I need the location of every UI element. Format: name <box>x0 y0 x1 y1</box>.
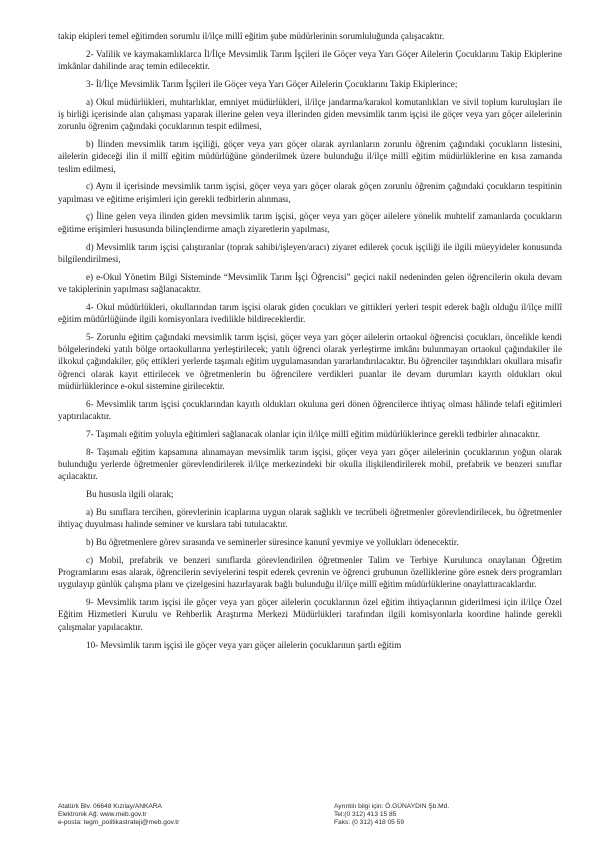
paragraph-item-3e: e) e-Okul Yönetim Bilgi Sisteminde “Mevsimlik Tarım İşçi Öğrencisi” geçici nakil nedeninden gelen öğrencilerin okula devam ve takiplerinin yapılması sağlanacaktır. <box>58 271 562 294</box>
paragraph-item-8: 8- Taşımalı eğitim kapsamına alınamayan mevsimlik tarım işçisi, göçer veya yarı göçer ailelerinin çocuklarının yoğun olarak bulunduğu yerlerde öğretmenler görevlendirilerek il/ilçe merkezindeki bir okulla ilişkilendirilerek mobil, prefabrik ve benzeri sınıflar açılacaktır. <box>58 446 562 482</box>
footer-tel: Tel:(0 312) 413 15 85 <box>334 811 397 819</box>
paragraph-item-8b: b) Bu öğretmenlere görev sırasında ve seminerler süresince kanunî yevmiye ve yollukları ödenecektir. <box>86 536 459 547</box>
document-body <box>58 30 562 651</box>
paragraph-item-10: 10- Mevsimlik tarım işçisi ile göçer veya yarı göçer ailelerin çocuklarının şartlı eğitim <box>86 639 402 650</box>
footer-fax: Faks: (0 312) 418 05 59 <box>334 819 405 827</box>
footer-web: Elektronik Ağ: www.meb.gov.tr <box>58 811 147 819</box>
footer-address: Atatürk Blv. 06648 Kızılay/ANKARA <box>58 803 162 810</box>
paragraph-item-2: 2- Valilik ve kaymakamlıklarca İl/İlçe Mevsimlik Tarım İşçileri ile Göçer veya Yarı Göçer Ailelerin Çocuklarını Takip Ekiplerine imkânlar dahilinde araç temin edilecektir. <box>58 48 562 72</box>
paragraph-item-7: 7- Taşımalı eğitim yoluyla eğitimleri sağlanacak olanlar için il/ilçe millî eğitim müdürlüklerince gerekli tedbirler alınacaktır. <box>86 428 541 439</box>
paragraph-item-3c: c) Aynı il içerisinde mevsimlik tarım işçisi, göçer veya yarı göçer olarak göçen zorunlu öğrenim çağındaki çocukların tespitinin yapılması ve eğitime erişimleri için gerekli tedbirlerin alınması, <box>58 181 562 204</box>
paragraph-item-3cc: ç) İline gelen veya ilinden giden mevsimlik tarım işçisi, göçer veya yarı göçer ailelere yönelik muhtelif zamanlarda çocukların eğitime erişimleri hususunda bilinçlendirme amaçlı ziyaretlerin yapılması, <box>58 211 562 234</box>
paragraph-item-5: 5- Zorunlu eğitim çağındaki mevsimlik tarım işçisi, göçer veya yarı göçer ailelerin ortaokul öğrencisi çocukları, öncelikle kendi bölgelerindeki yatılı bölge ortaokullarına yerleştirilecek; yatılı öğrenci olarak yerleştirme imkânı bulunmayan ortaokul çağındakiler ile ilkokul çağındakiler, göç ettikleri yerlerde taşımalı eğitim uygulamasından yararlandırılacaktır. Bu öğrenciler taşındıkları okullara misafir öğrenci olarak kayıt ettirilecek ve öğretmenlerin bu öğrencilere verdikleri puanlar ile devam durumları kayıtlı oldukları okul müdürlüklerince e-okul sistemine girilecektir. <box>58 331 562 392</box>
paragraph-item-3a: a) Okul müdürlükleri, muhtarlıklar, emniyet müdürlükleri, il/ilçe jandarma/karakol komutanlıkları ve sivil toplum kuruluşları ile iş birliği içerisinde alan çalışması yaparak illerine gelen veya illerinden giden mevsimlik tarım işçisi ile göçer veya yarı göçer ailelerinin zorunlu öğrenim çağındaki çocuklarının tespit edilmesi, <box>58 96 562 132</box>
paragraph-item-9: 9- Mevsimlik tarım işçisi ile göçer veya yarı göçer ailelerin çocuklarının özel eğitim ihtiyaçlarının giderilmesi için il/ilçe Özel Eğitim Hizmetleri Kurulu ve Rehberlik Araştırma Merkezi Müdürlükleri tarafından ilgili komisyonlarla koordine halinde gerekli çalışmalar yapılacaktır. <box>58 597 562 632</box>
page-footer <box>58 803 562 828</box>
paragraph-item-6: 6- Mevsimlik tarım işçisi çocuklarından kayıtlı oldukları okuluna geri dönen öğrencilerce ihtiyaç olması hâlinde telafi eğitimleri yaptırılacaktır. <box>58 398 562 422</box>
paragraph-item-8a: a) Bu sınıflara tercihen, görevlerinin icaplarına uygun olarak sağlıklı ve tecrübeli öğretmenler görevlendirilecek, bu öğretmenler ihtiyaç duyulması halinde seminer ve kurslara tabi tutulacaktır. <box>58 506 562 530</box>
footer-address-block <box>58 803 179 828</box>
paragraph-item-4: 4- Okul müdürlükleri, okullarından tarım işçisi olarak giden çocukları ve gittikleri yerleri tespit ederek bağlı olduğu il/ilçe millî eğitim müdürlüğünde ilgili komisyonlara ivedilikle bildireceklerdir. <box>58 301 562 325</box>
paragraph-item-3d: d) Mevsimlik tarım işçisi çalıştıranlar (toprak sahibi/işleyen/aracı) ziyaret edilerek çocuk işçiliği ile ilgili müeyyideler konusunda bilgilendirilmesi, <box>58 241 562 264</box>
paragraph-item-3b: b) İlinden mevsimlik tarım işçiliği, göçer veya yarı göçer olarak ayrılanların zorunlu öğrenim çağındaki çocukların listesini, ailelerin gideceği ilin il millî eğitim müdürlüğüne gönderilmek üzere bulunduğu il/ilçe millî eğitim müdürlüklerine en kısa zamanda teslim edilmesi, <box>58 138 562 174</box>
paragraph-continuation: takip ekipleri temel eğitimden sorumlu il/ilçe millî eğitim şube müdürlerinin sorumluluğunda çalışacaktır. <box>58 31 445 41</box>
footer-contact: Ayrıntılı bilgi için: Ö.GÜNAYDIN Şb.Md. <box>334 803 450 810</box>
paragraph-item-8c: c) Mobil, prefabrik ve benzeri sınıflarda görevlendirilen öğretmenler Talim ve Terbiye Kurulunca onaylanan Öğretim Programlarını esas alarak, öğrencilerin seviyelerini tespit ederek çevrenin ve öğrenci grubunun özelliklerine göre esnek ders programları uygulayıp günlük çalışma planı ve çizelgesini hazırlayarak bağlı bulunduğu il/ilçe millî eğitim müdürlüklerine onaylattıracaklardır. <box>58 554 562 590</box>
paragraph-intro-related: Bu hususla ilgili olarak; <box>86 489 174 500</box>
footer-email: e-posta: tegm_politikastrateji@meb.gov.tr <box>58 819 180 827</box>
footer-contact-block <box>334 803 562 828</box>
paragraph-item-3: 3- İl/İlçe Mevsimlik Tarım İşçileri ile Göçer veya Yarı Göçer Ailelerin Çocuklarını Takip Ekiplerince; <box>86 78 458 89</box>
